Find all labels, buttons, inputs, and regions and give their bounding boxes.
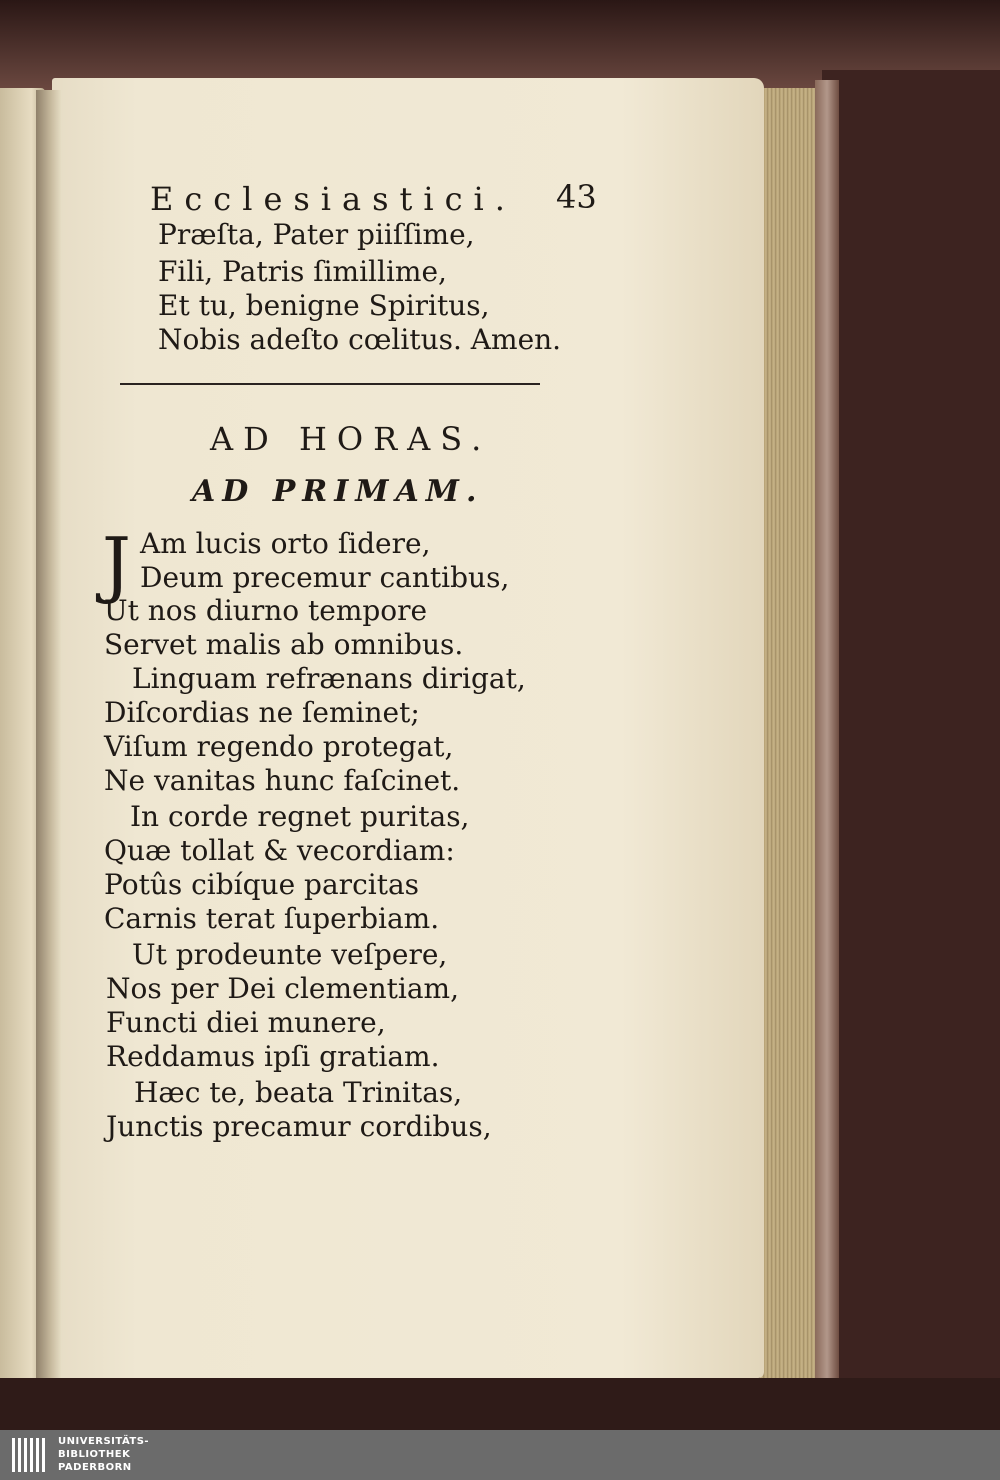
hymn-line: Deum precemur cantibus, — [140, 561, 510, 594]
library-logo-icon — [12, 1436, 46, 1474]
logo-text-line1: UNIVERSITÄTS- — [58, 1436, 150, 1447]
hymn-line: Junctis precamur cordibus, — [106, 1110, 492, 1143]
doxology-line: Fili, Patris ſimillime, — [158, 255, 447, 288]
logo-text-line3: PADERBORN — [58, 1462, 132, 1473]
drop-cap: J — [102, 522, 131, 606]
hymn-line: Quæ tollat & vecordiam: — [104, 834, 455, 867]
logo-text-line2: BIBLIOTHEK — [58, 1449, 131, 1460]
section-rule — [120, 383, 540, 385]
hymn-line: In corde regnet puritas, — [130, 800, 470, 833]
hymn-line: Ne vanitas hunc faſcinet. — [104, 764, 461, 797]
doxology-line: Et tu, benigne Spiritus, — [158, 289, 490, 322]
doxology-line: Præſta, Pater piiſſime, — [158, 218, 475, 251]
hymn-line: Potûs cibíque parcitas — [104, 868, 420, 901]
hymn-line: Carnis terat ſuperbiam. — [104, 902, 440, 935]
hymn-line: Viſum regendo protegat, — [104, 730, 454, 763]
hymn-line: Am lucis orto ſidere, — [140, 527, 431, 560]
hymn-line: Diſcordias ne ſeminet; — [104, 696, 420, 729]
hymn-line: Servet malis ab omnibus. — [104, 628, 464, 661]
hymn-line: Reddamus ipſi gratiam. — [106, 1040, 440, 1073]
section-heading: AD HORAS. — [210, 420, 492, 458]
hymn-line: Ut prodeunte veſpere, — [132, 938, 448, 971]
hymn-line: Ut nos diurno tempore — [104, 594, 428, 627]
section-subheading: AD PRIMAM. — [192, 474, 484, 509]
hymn-line: Nos per Dei clementiam, — [106, 972, 459, 1005]
hymn-line: Linguam refrænans dirigat, — [132, 662, 526, 695]
footer-bar — [0, 1430, 1000, 1480]
hymn-line: Functi diei munere, — [106, 1006, 386, 1039]
hymn-line: Hæc te, beata Trinitas, — [134, 1076, 463, 1109]
doxology-line: Nobis adeſto cœlitus. Amen. — [158, 323, 562, 356]
running-head: Ecclesiastici. — [150, 180, 516, 218]
page-number: 43 — [556, 178, 597, 216]
